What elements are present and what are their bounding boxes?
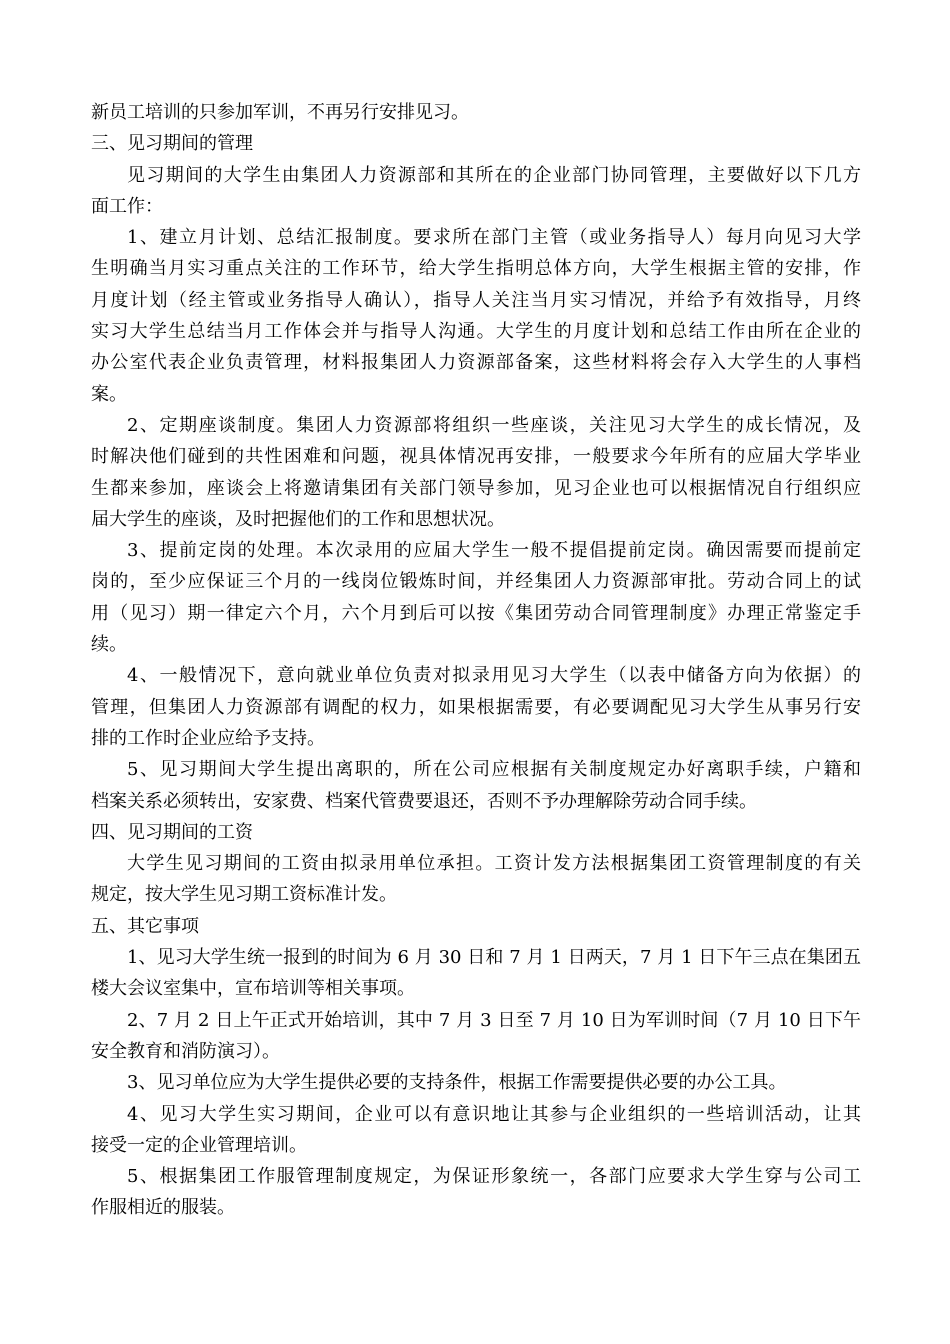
text-line: 5、见习期间大学生提出离职的，所在公司应根据有关制度规定办好离职手续，户籍和 [127, 759, 861, 781]
text-line: 时解决他们碰到的共性困难和问题，视具体情况再安排，一般要求今年所有的应届大学毕业 [91, 446, 861, 468]
text-line: 4、一般情况下，意向就业单位负责对拟录用见习大学生（以表中储备方向为依据）的 [127, 665, 861, 687]
document-page [91, 97, 861, 1224]
text-line: 大学生见习期间的工资由拟录用单位承担。工资计发方法根据集团工资管理制度的有关 [127, 853, 861, 875]
text-line: 1、建立月计划、总结汇报制度。要求所在部门主管（或业务指导人）每月向见习大学 [127, 227, 861, 249]
text-line: 规定，按大学生见习期工资标准计发。 [91, 884, 397, 906]
text-line: 岗的，至少应保证三个月的一线岗位锻炼时间，并经集团人力资源部审批。劳动合同上的试 [91, 571, 861, 593]
text-line: 排的工作时企业应给予支持。 [91, 727, 325, 749]
text-line: 办公室代表企业负责管理，材料报集团人力资源部备案，这些材料将会存入大学生的人事档 [91, 352, 861, 374]
text-line: 生明确当月实习重点关注的工作环节，给大学生指明总体方向，大学生根据主管的安排，作 [91, 258, 861, 280]
text-line: 2、定期座谈制度。集团人力资源部将组织一些座谈，关注见习大学生的成长情况，及 [127, 414, 861, 436]
text-line: 续。 [91, 634, 127, 656]
text-line: 新员工培训的只参加军训，不再另行安排见习。 [91, 102, 469, 123]
text-line: 用（见习）期一律定六个月，六个月到后可以按《集团劳动合同管理制度》办理正常鉴定手 [91, 602, 861, 624]
text-line: 五、其它事项 [91, 915, 199, 937]
text-line: 作服相近的服装。 [91, 1197, 235, 1219]
text-line: 5、根据集团工作服管理制度规定，为保证形象统一，各部门应要求大学生穿与公司工 [127, 1166, 861, 1188]
text-line: 生都来参加，座谈会上将邀请集团有关部门领导参加，见习企业也可以根据情况自行组织应 [91, 477, 861, 499]
text-line: 2、7 月 2 日上午正式开始培训，其中 7 月 3 日至 7 月 10 日为军训时间（7 月 10 日下午 [127, 1009, 861, 1031]
text-line: 4、见习大学生实习期间，企业可以有意识地让其参与企业组织的一些培训活动，让其 [127, 1103, 861, 1125]
text-line: 届大学生的座谈，及时把握他们的工作和思想状况。 [91, 508, 505, 530]
text-line: 3、见习单位应为大学生提供必要的支持条件，根据工作需要提供必要的办公工具。 [127, 1072, 787, 1094]
text-line: 3、提前定岗的处理。本次录用的应届大学生一般不提倡提前定岗。确因需要而提前定 [127, 540, 861, 562]
text-line: 见习期间的大学生由集团人力资源部和其所在的企业部门协同管理，主要做好以下几方 [127, 164, 861, 186]
text-line: 接受一定的企业管理培训。 [91, 1134, 307, 1156]
text-line: 三、见习期间的管理 [91, 133, 253, 155]
text-line: 安全教育和消防演习）。 [91, 1040, 280, 1062]
text-line: 档案关系必须转出，安家费、档案代管费要退还，否则不予办理解除劳动合同手续。 [91, 790, 757, 812]
text-line: 1、见习大学生统一报到的时间为 6 月 30 日和 7 月 1 日两天，7 月 1 日下午三点在集团五 [127, 947, 861, 969]
text-line: 面工作： [91, 195, 163, 217]
text-line: 四、见习期间的工资 [91, 821, 253, 843]
text-line: 案。 [91, 383, 127, 405]
text-line: 月度计划（经主管或业务指导人确认），指导人关注当月实习情况，并给予有效指导，月终 [91, 289, 861, 311]
text-line: 楼大会议室集中，宣布培训等相关事项。 [91, 978, 415, 1000]
text-line: 管理，但集团人力资源部有调配的权力，如果根据需要，有必要调配见习大学生从事另行安 [91, 696, 861, 718]
text-line: 实习大学生总结当月工作体会并与指导人沟通。大学生的月度计划和总结工作由所在企业的 [91, 321, 861, 343]
